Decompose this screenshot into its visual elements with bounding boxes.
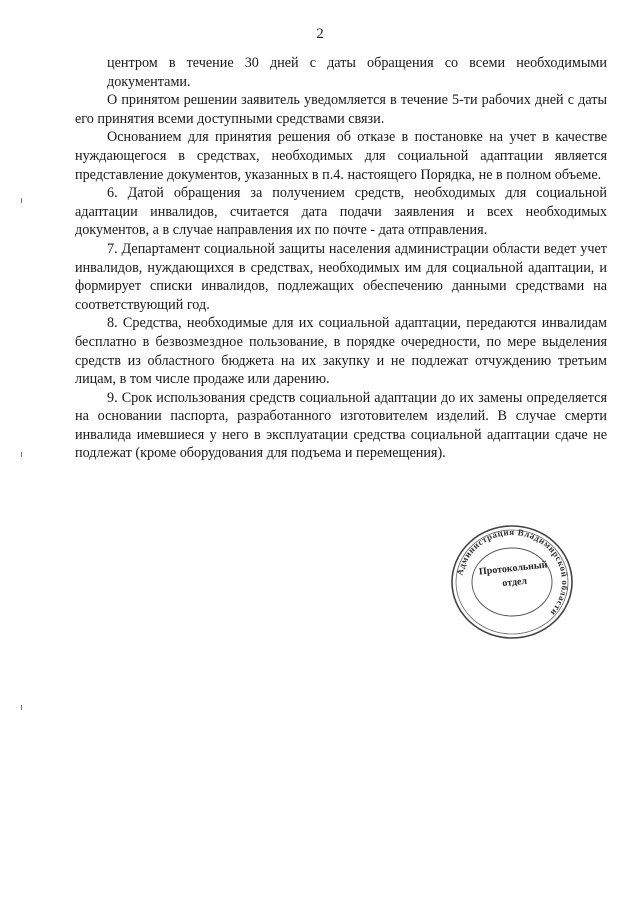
margin-mark bbox=[21, 705, 22, 710]
stamp-center-line: отдел bbox=[501, 575, 528, 590]
margin-mark bbox=[21, 452, 22, 457]
document-body bbox=[75, 54, 607, 463]
paragraph-refusal-grounds: Основанием для принятия решения об отказе в постановке на учет в качестве нуждающегося в средствах, необходимых для социальной адаптации является представление документов, указанных в п.4. настоящего Порядка, не в полном объеме. bbox=[75, 129, 607, 183]
page-number: 2 bbox=[316, 26, 324, 42]
paragraph-decision-notice: О принятом решении заявитель уведомляется в течение 5-ти рабочих дней с даты его принятия всеми доступными средствами связи. bbox=[75, 92, 607, 127]
margin-mark bbox=[21, 198, 22, 203]
official-stamp bbox=[437, 520, 587, 645]
stamp-center-line: Протокольный bbox=[478, 559, 548, 578]
stamp-ring-text: Администрация Владимирской области bbox=[454, 526, 571, 618]
paragraph-item-6: 6. Датой обращения за получением средств, необходимых для социальной адаптации инвалидов, считается дата подачи заявления и всех необходимых документов, а в случае направления их по почте - дата отправления. bbox=[75, 185, 607, 239]
paragraph-continuation: центром в течение 30 дней с даты обращения со всеми необходимыми документами. bbox=[107, 55, 607, 90]
paragraph-item-9: 9. Срок использования средств социальной адаптации до их замены определяется на основании паспорта, разработанного изготовителем изделий. В случае смерти инвалида имевшиеся у него в эксплуатации средства социальной адаптации сдаче не подлежат (кроме оборудования для подъема и перемещения). bbox=[75, 389, 607, 462]
paragraph-item-7: 7. Департамент социальной защиты населения администрации области ведет учет инвалидов, нуждающихся в средствах, необходимых им для социальной адаптации, и формирует списки инвалидов, подлежащих обеспечению данными средствами на соответствующий год. bbox=[75, 240, 607, 313]
paragraph-item-8: 8. Средства, необходимые для их социальной адаптации, передаются инвалидам бесплатно в безвозмездное пользование, в порядке очередности, по мере выделения средств из областного бюджета на их закупку и не подлежат отчуждению третьим лицам, в том числе продаже или дарению. bbox=[75, 315, 607, 388]
